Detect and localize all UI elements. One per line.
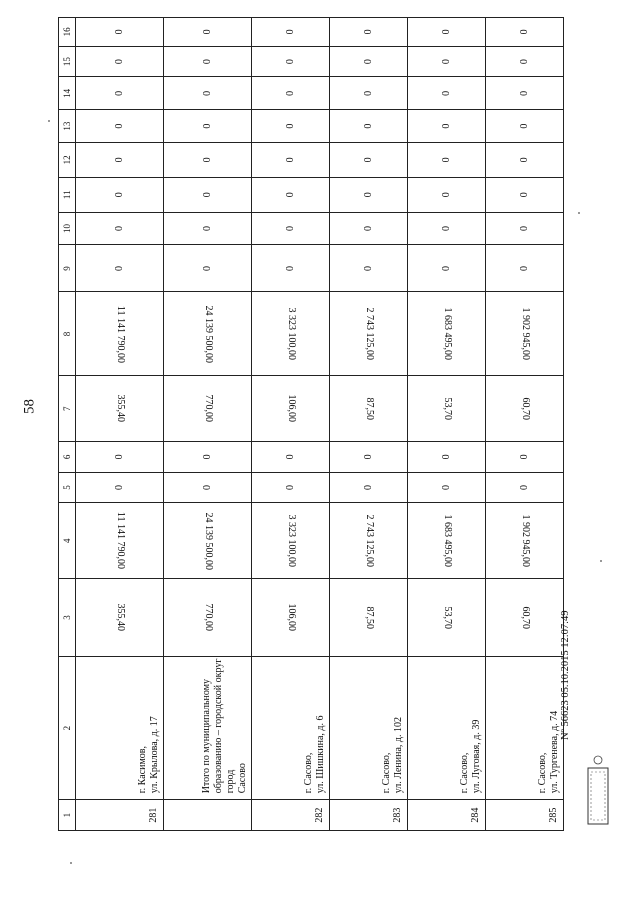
value-text: 2 743 125,00 xyxy=(363,307,375,361)
cell-col-9: 0 xyxy=(486,245,564,292)
cell-col-5: 0 xyxy=(252,472,330,503)
cell-col-13: 0 xyxy=(252,110,330,143)
page-number: 58 xyxy=(21,399,38,414)
cell-col-8 xyxy=(164,292,252,376)
value-text: 11 141 790,00 xyxy=(114,305,126,363)
cell-col-7 xyxy=(164,376,252,442)
cell-col-8 xyxy=(486,292,564,376)
cell-col-16: 0 xyxy=(330,18,408,47)
cell-col-9: 0 xyxy=(252,245,330,292)
address-cell xyxy=(330,656,408,799)
cell-col-15: 0 xyxy=(330,46,408,77)
row-number-cell: 285 xyxy=(486,800,564,831)
scan-speck xyxy=(600,560,602,562)
address-line: ул. Шишкина, д. 6 xyxy=(315,715,326,794)
value-text: 2 743 125,00 xyxy=(363,514,375,568)
cell-col-4 xyxy=(76,503,164,579)
scan-speck xyxy=(48,120,50,122)
cell-col-5: 0 xyxy=(76,472,164,503)
value-text: 355,40 xyxy=(114,603,126,632)
cell-col-15: 0 xyxy=(76,46,164,77)
value-text: 106,00 xyxy=(285,394,297,423)
cell-col-4 xyxy=(408,503,486,579)
col-num-6: 6 xyxy=(59,441,76,472)
table-row xyxy=(252,18,330,831)
cell-col-10: 0 xyxy=(76,212,164,245)
cell-col-4 xyxy=(164,503,252,579)
col-num-8: 8 xyxy=(59,292,76,376)
address-line: г. Сасово, xyxy=(303,752,314,794)
scan-speck xyxy=(578,212,580,214)
cell-col-3 xyxy=(486,579,564,657)
row-number-cell: 281 xyxy=(76,800,164,831)
table-row xyxy=(486,18,564,831)
cell-col-11: 0 xyxy=(486,177,564,212)
col-num-2: 2 xyxy=(59,656,76,799)
cell-col-5: 0 xyxy=(164,472,252,503)
cell-col-3 xyxy=(76,579,164,657)
address-cell xyxy=(486,656,564,799)
value-text: 1 683 495,00 xyxy=(441,514,453,568)
value-text: 53,70 xyxy=(441,606,453,629)
cell-col-6: 0 xyxy=(252,441,330,472)
address-cell xyxy=(76,656,164,799)
cell-col-14: 0 xyxy=(408,77,486,110)
col-num-7: 7 xyxy=(59,376,76,442)
value-text: 11 141 790,00 xyxy=(114,512,126,570)
table-row xyxy=(164,18,252,831)
cell-col-9: 0 xyxy=(408,245,486,292)
value-text: 87,50 xyxy=(363,397,375,420)
cell-col-10: 0 xyxy=(164,212,252,245)
col-num-12: 12 xyxy=(59,143,76,178)
cell-col-3 xyxy=(330,579,408,657)
address-line: г. Сасово, xyxy=(459,752,470,794)
address-cell xyxy=(164,656,252,799)
cell-col-9: 0 xyxy=(76,245,164,292)
cell-col-8 xyxy=(408,292,486,376)
cell-col-12: 0 xyxy=(408,143,486,178)
value-text: 355,40 xyxy=(114,394,126,423)
col-num-15: 15 xyxy=(59,46,76,77)
table-wrapper xyxy=(58,17,560,831)
cell-col-16: 0 xyxy=(252,18,330,47)
cell-col-13: 0 xyxy=(330,110,408,143)
value-text: 770,00 xyxy=(202,394,214,423)
cell-col-12: 0 xyxy=(164,143,252,178)
electronic-signature-stamp-icon xyxy=(586,648,610,828)
cell-col-16: 0 xyxy=(164,18,252,47)
value-text: 53,70 xyxy=(441,397,453,420)
cell-col-16: 0 xyxy=(76,18,164,47)
registration-stamp-text: Nº 56623 05.10.2015 12:07:49 xyxy=(560,610,571,740)
cell-col-11: 0 xyxy=(76,177,164,212)
cell-col-10: 0 xyxy=(330,212,408,245)
cell-col-14: 0 xyxy=(486,77,564,110)
value-text: 3 323 100,00 xyxy=(285,514,297,568)
col-num-9: 9 xyxy=(59,245,76,292)
cell-col-3 xyxy=(164,579,252,657)
address-cell xyxy=(408,656,486,799)
cell-col-8 xyxy=(252,292,330,376)
value-text: 87,50 xyxy=(363,606,375,629)
value-text: 3 323 100,00 xyxy=(285,307,297,361)
row-number-cell: 283 xyxy=(330,800,408,831)
value-text: 1 902 945,00 xyxy=(519,514,531,568)
cell-col-9: 0 xyxy=(164,245,252,292)
data-table xyxy=(58,17,564,831)
cell-col-12: 0 xyxy=(486,143,564,178)
value-text: 24 139 500,00 xyxy=(202,305,214,363)
cell-col-14: 0 xyxy=(164,77,252,110)
cell-col-7 xyxy=(408,376,486,442)
cell-col-10: 0 xyxy=(252,212,330,245)
cell-col-7 xyxy=(252,376,330,442)
cell-col-12: 0 xyxy=(76,143,164,178)
cell-col-14: 0 xyxy=(252,77,330,110)
cell-col-11: 0 xyxy=(164,177,252,212)
cell-col-15: 0 xyxy=(486,46,564,77)
col-num-3: 3 xyxy=(59,579,76,657)
cell-col-8 xyxy=(330,292,408,376)
cell-col-15: 0 xyxy=(252,46,330,77)
cell-col-11: 0 xyxy=(408,177,486,212)
table-row xyxy=(408,18,486,831)
value-text: 1 902 945,00 xyxy=(519,307,531,361)
row-number-cell: 282 xyxy=(252,800,330,831)
value-text: 24 139 500,00 xyxy=(202,512,214,570)
cell-col-4 xyxy=(330,503,408,579)
cell-col-6: 0 xyxy=(486,441,564,472)
col-num-4: 4 xyxy=(59,503,76,579)
cell-col-6: 0 xyxy=(164,441,252,472)
cell-col-6: 0 xyxy=(408,441,486,472)
value-text: 60,70 xyxy=(519,606,531,629)
value-text: 106,00 xyxy=(285,603,297,632)
col-num-13: 13 xyxy=(59,110,76,143)
cell-col-5: 0 xyxy=(330,472,408,503)
row-number-cell xyxy=(164,800,252,831)
cell-col-14: 0 xyxy=(76,77,164,110)
address-line: г. Сасово, xyxy=(537,752,548,794)
address-line: Итого по муниципальному xyxy=(201,678,212,794)
cell-col-12: 0 xyxy=(330,143,408,178)
address-line: ул. Крылова, д. 17 xyxy=(149,716,160,794)
cell-col-8 xyxy=(76,292,164,376)
cell-col-11: 0 xyxy=(252,177,330,212)
col-num-1: 1 xyxy=(59,800,76,831)
value-text: 60,70 xyxy=(519,397,531,420)
scan-speck xyxy=(70,862,72,864)
row-number-cell: 284 xyxy=(408,800,486,831)
cell-col-10: 0 xyxy=(486,212,564,245)
col-num-16: 16 xyxy=(59,18,76,47)
table-body xyxy=(59,18,564,831)
cell-col-10: 0 xyxy=(408,212,486,245)
column-number-row xyxy=(59,18,76,831)
table-row xyxy=(76,18,164,831)
cell-col-9: 0 xyxy=(330,245,408,292)
cell-col-16: 0 xyxy=(408,18,486,47)
cell-col-7 xyxy=(486,376,564,442)
cell-col-3 xyxy=(408,579,486,657)
cell-col-4 xyxy=(252,503,330,579)
cell-col-5: 0 xyxy=(408,472,486,503)
address-line: образованию – городской округ город xyxy=(213,658,236,794)
address-line: ул. Ленина, д. 102 xyxy=(393,717,404,794)
cell-col-11: 0 xyxy=(330,177,408,212)
cell-col-13: 0 xyxy=(164,110,252,143)
cell-col-15: 0 xyxy=(408,46,486,77)
col-num-5: 5 xyxy=(59,472,76,503)
value-text: 1 683 495,00 xyxy=(441,307,453,361)
address-line: ул. Луговая, д. 39 xyxy=(471,719,482,794)
cell-col-16: 0 xyxy=(486,18,564,47)
address-line: ул. Тургенева, д. 74 xyxy=(549,710,560,794)
cell-col-6: 0 xyxy=(330,441,408,472)
col-num-14: 14 xyxy=(59,77,76,110)
address-cell xyxy=(252,656,330,799)
address-line: г. Сасово, xyxy=(381,752,392,794)
cell-col-15: 0 xyxy=(164,46,252,77)
col-num-11: 11 xyxy=(59,177,76,212)
value-text: 770,00 xyxy=(202,603,214,632)
rotated-table-frame xyxy=(58,17,560,831)
cell-col-12: 0 xyxy=(252,143,330,178)
cell-col-13: 0 xyxy=(408,110,486,143)
table-row xyxy=(330,18,408,831)
col-num-10: 10 xyxy=(59,212,76,245)
cell-col-13: 0 xyxy=(76,110,164,143)
cell-col-6: 0 xyxy=(76,441,164,472)
address-line: г. Касимов, xyxy=(137,746,148,794)
cell-col-13: 0 xyxy=(486,110,564,143)
cell-col-4 xyxy=(486,503,564,579)
cell-col-7 xyxy=(76,376,164,442)
cell-col-3 xyxy=(252,579,330,657)
cell-col-7 xyxy=(330,376,408,442)
cell-col-14: 0 xyxy=(330,77,408,110)
address-line: Сасово xyxy=(237,763,248,794)
cell-col-5: 0 xyxy=(486,472,564,503)
